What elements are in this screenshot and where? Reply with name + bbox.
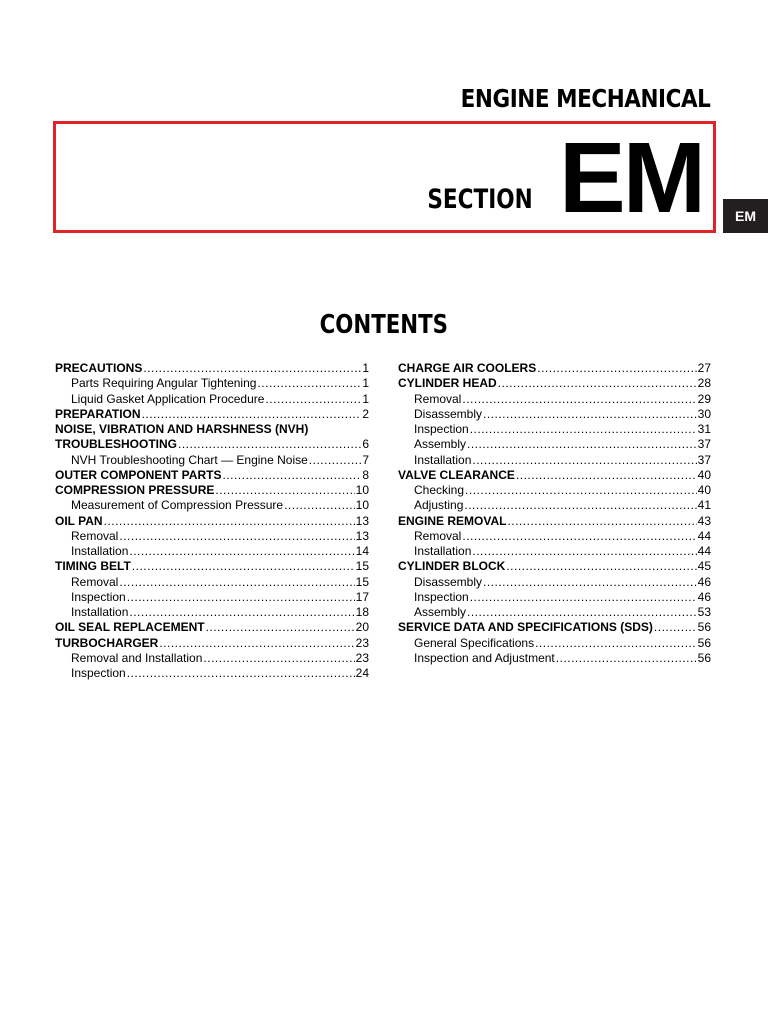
toc-entry-page: 18 (355, 605, 369, 619)
toc-entry-page: 44 (697, 544, 711, 558)
toc-entry[interactable] (398, 605, 711, 620)
toc-entry-page: 53 (697, 605, 711, 619)
toc-entry-label: Installation (71, 544, 129, 558)
toc-entry-label: Measurement of Compression Pressure (71, 498, 284, 513)
dot-leader (654, 620, 697, 635)
dot-leader (470, 590, 697, 605)
toc-entry[interactable] (55, 529, 369, 544)
dot-leader (462, 529, 696, 544)
toc-entry-page: 14 (355, 544, 369, 558)
toc-entry-page: 7 (362, 452, 369, 467)
dot-leader (472, 453, 696, 468)
toc-entry-label: OIL PAN (55, 513, 103, 528)
toc-entry-page: 1 (362, 391, 369, 406)
toc-entry-label: Removal (71, 574, 119, 589)
dot-leader (203, 651, 354, 666)
toc-right-column (398, 361, 711, 666)
toc-entry[interactable] (55, 437, 369, 452)
toc-entry-label: Parts Requiring Angular Tightening (71, 376, 257, 391)
dot-leader (470, 422, 697, 437)
dot-leader (309, 453, 362, 468)
toc-entry-label: TROUBLESHOOTING (55, 437, 177, 452)
toc-entry[interactable] (55, 376, 369, 391)
toc-entry-label: Liquid Gasket Application Procedure (71, 391, 265, 406)
dot-leader (467, 437, 697, 452)
toc-entry-label: Checking (414, 483, 465, 497)
toc-entry-label: Assembly (414, 437, 467, 452)
dot-leader (119, 575, 354, 590)
toc-entry-page: 10 (355, 498, 369, 513)
dot-leader (143, 361, 361, 376)
toc-entry[interactable] (55, 361, 369, 376)
toc-entry-page: 15 (355, 559, 369, 574)
dot-leader (464, 498, 696, 513)
toc-entry[interactable] (398, 559, 711, 574)
toc-entry[interactable] (55, 605, 369, 620)
toc-entry-page: 40 (697, 467, 711, 482)
dot-leader (206, 620, 355, 635)
dot-leader (507, 514, 696, 529)
toc-entry-label: CYLINDER BLOCK (398, 559, 506, 574)
dot-leader (506, 559, 696, 574)
toc-entry-page: 56 (697, 620, 711, 635)
toc-left-column (55, 361, 369, 681)
toc-entry[interactable] (398, 422, 711, 437)
toc-entry[interactable] (398, 575, 711, 590)
toc-entry-label: Inspection (71, 666, 126, 680)
toc-entry[interactable] (55, 559, 369, 574)
toc-entry-page: 41 (697, 498, 711, 513)
toc-entry-page: 37 (697, 452, 711, 467)
dot-leader (127, 666, 355, 681)
dot-leader (556, 651, 697, 666)
toc-entry[interactable] (55, 636, 369, 651)
section-tab[interactable]: EM (723, 199, 768, 233)
toc-entry[interactable] (398, 392, 711, 407)
toc-entry-label: TIMING BELT (55, 559, 131, 574)
toc-entry-page: 23 (355, 635, 369, 650)
toc-entry[interactable] (55, 544, 369, 559)
toc-entry-label: VALVE CLEARANCE (398, 467, 515, 482)
toc-entry[interactable] (398, 468, 711, 483)
toc-entry-page: 56 (697, 650, 711, 665)
toc-entry[interactable] (55, 498, 369, 513)
toc-entry-label: PREPARATION (55, 406, 141, 421)
toc-entry[interactable] (398, 498, 711, 513)
toc-entry-page: 44 (697, 528, 711, 543)
dot-leader (104, 514, 355, 529)
toc-entry-page: 46 (697, 589, 711, 604)
toc-entry-page: 24 (355, 666, 369, 680)
toc-entry[interactable] (398, 529, 711, 544)
toc-entry[interactable] (398, 483, 711, 498)
dot-leader (467, 605, 697, 620)
toc-entry[interactable] (398, 544, 711, 559)
toc-entry[interactable] (55, 514, 369, 529)
dot-leader (537, 361, 696, 376)
toc-entry-page: 20 (355, 620, 369, 635)
toc-entry[interactable] (55, 620, 369, 635)
toc-entry-label: NVH Troubleshooting Chart — Engine Noise (71, 452, 308, 467)
toc-entry[interactable] (55, 651, 369, 666)
toc-entry-page: 40 (697, 483, 711, 497)
toc-entry-label: Removal (414, 528, 462, 543)
toc-entry-page: 17 (355, 589, 369, 604)
dot-leader (483, 575, 697, 590)
toc-entry[interactable] (55, 407, 369, 422)
dot-leader (127, 590, 355, 605)
toc-entry[interactable] (55, 575, 369, 590)
toc-entry-page: 30 (697, 406, 711, 421)
toc-entry-label: ENGINE REMOVAL (398, 513, 507, 528)
toc-entry[interactable] (398, 437, 711, 452)
toc-entry-page: 37 (697, 437, 711, 452)
dot-leader (265, 392, 361, 407)
toc-entry-label: Disassembly (414, 574, 483, 589)
toc-entry-page: 1 (362, 376, 369, 391)
toc-entry-page: 56 (697, 635, 711, 650)
dot-leader (465, 483, 697, 498)
toc-entry[interactable] (55, 468, 369, 483)
page-title: ENGINE MECHANICAL (460, 84, 710, 113)
dot-leader (257, 376, 361, 391)
toc-entry-page: 43 (697, 513, 711, 528)
dot-leader (178, 437, 361, 452)
toc-entry-page: 6 (362, 437, 369, 452)
dot-leader (215, 483, 354, 498)
toc-entry-page: 2 (362, 406, 369, 421)
dot-leader (222, 468, 361, 483)
toc-entry[interactable] (55, 453, 369, 468)
dot-leader (462, 392, 696, 407)
dot-leader (516, 468, 697, 483)
toc-entry[interactable] (398, 651, 711, 666)
toc-entry-label: Installation (71, 605, 129, 619)
toc-entry-page: 31 (697, 422, 711, 436)
section-code: EM (559, 122, 703, 234)
toc-entry-label: SERVICE DATA AND SPECIFICATIONS (SDS) (398, 620, 653, 635)
toc-entry-label: General Specifications (414, 635, 535, 650)
toc-entry-label: Installation (414, 452, 472, 467)
toc-entry-label: COMPRESSION PRESSURE (55, 483, 215, 497)
toc-entry-page: 13 (355, 513, 369, 528)
toc-entry[interactable] (55, 666, 369, 681)
dot-leader (483, 407, 697, 422)
contents-heading: CONTENTS (319, 310, 449, 340)
toc-entry-label: Adjusting (414, 498, 464, 513)
toc-entry[interactable] (398, 514, 711, 529)
section-label: SECTION (427, 184, 533, 215)
toc-entry-page: 8 (362, 467, 369, 482)
toc-entry-label: Inspection (414, 422, 469, 436)
toc-entry-label: Inspection (71, 589, 126, 604)
dot-leader (159, 636, 354, 651)
toc-entry-page: 15 (355, 574, 369, 589)
toc-entry[interactable] (398, 407, 711, 422)
toc-entry-label: PRECAUTIONS (55, 361, 143, 375)
toc-entry-page: 10 (355, 483, 369, 497)
dot-leader (535, 636, 697, 651)
toc-entry[interactable] (398, 361, 711, 376)
toc-entry-label: Assembly (414, 605, 467, 619)
toc-entry-label: TURBOCHARGER (55, 635, 159, 650)
toc-entry-page: 1 (362, 361, 369, 375)
toc-entry[interactable] (398, 590, 711, 605)
toc-entry-label: Removal (414, 391, 462, 406)
toc-entry-label: OUTER COMPONENT PARTS (55, 467, 222, 482)
toc-entry-page: 23 (355, 650, 369, 665)
dot-leader (498, 376, 697, 391)
toc-entry[interactable] (55, 422, 369, 437)
dot-leader (142, 407, 362, 422)
toc-entry[interactable] (55, 483, 369, 498)
dot-leader (284, 498, 355, 513)
toc-entry[interactable] (55, 392, 369, 407)
toc-entry-page: 13 (355, 528, 369, 543)
toc-entry[interactable] (398, 376, 711, 391)
dot-leader (129, 605, 354, 620)
toc-entry-label: CHARGE AIR COOLERS (398, 361, 537, 375)
dot-leader (129, 544, 354, 559)
toc-entry-label: Installation (414, 544, 472, 558)
toc-entry-page: 46 (697, 574, 711, 589)
toc-entry[interactable] (398, 620, 711, 635)
toc-entry-label: NOISE, VIBRATION AND HARSHNESS (NVH) (55, 422, 309, 436)
toc-entry-page: 29 (697, 391, 711, 406)
dot-leader (132, 559, 355, 574)
toc-entry-label: Disassembly (414, 406, 483, 421)
dot-leader (472, 544, 696, 559)
toc-entry-page: 28 (697, 376, 711, 391)
toc-entry-label: Inspection and Adjustment (414, 650, 555, 665)
toc-entry[interactable] (398, 636, 711, 651)
toc-entry[interactable] (55, 590, 369, 605)
toc-entry-label: OIL SEAL REPLACEMENT (55, 620, 205, 635)
toc-entry[interactable] (398, 453, 711, 468)
toc-entry-label: Removal and Installation (71, 650, 203, 665)
toc-entry-label: Inspection (414, 589, 469, 604)
section-frame (53, 121, 716, 233)
toc-entry-label: CYLINDER HEAD (398, 376, 497, 391)
toc-entry-page: 27 (697, 361, 711, 375)
toc-entry-label: Removal (71, 528, 119, 543)
toc-entry-page: 45 (697, 559, 711, 574)
dot-leader (119, 529, 354, 544)
